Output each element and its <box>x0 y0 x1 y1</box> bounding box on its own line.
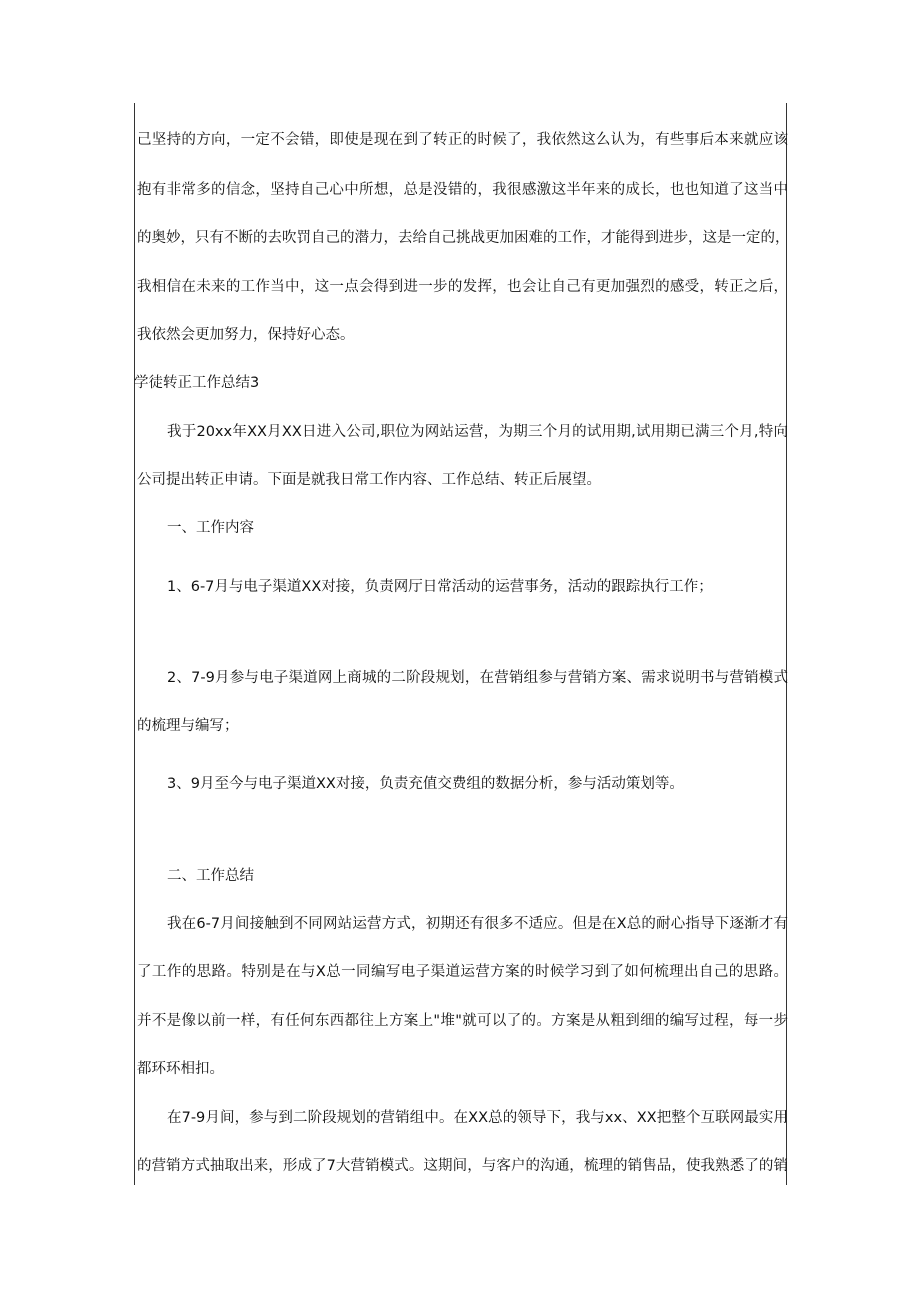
section-title: 学徒转正工作总结3 <box>134 375 260 391</box>
paragraph-line: 我依然会更加努力，保持好心态。 <box>137 327 355 343</box>
paragraph-line: 我在6-7月间接触到不同网站运营方式，初期还有很多不适应。但是在X总的耐心指导下逐渐才有 <box>167 916 788 932</box>
paragraph-line: 我相信在未来的工作当中，这一点会得到进一步的发挥，也会让自己有更加强烈的感受，转正之后， <box>137 279 788 295</box>
paragraph-line: 公司提出转正申请。下面是就我日常工作内容、工作总结、转正后展望。 <box>137 472 601 488</box>
section-heading: 二、工作总结 <box>167 868 254 884</box>
paragraph-line: 并不是像以前一样，有任何东西都往上方案上"堆"就可以了的。方案是从粗到细的编写过程，每一步 <box>137 1013 788 1029</box>
list-item: 2、7-9月参与电子渠道网上商城的二阶段规划，在营销组参与营销方案、需求说明书与营销模式 <box>167 670 788 686</box>
paragraph-line: 的营销方式抽取出来，形成了7大营销模式。这期间，与客户的沟通，梳理的销售品，使我熟悉了的销 <box>137 1158 788 1174</box>
document-page <box>134 0 790 1301</box>
paragraph-line: 我于20xx年XX月XX日进入公司,职位为网站运营，为期三个月的试用期,试用期已满三个月,特向 <box>167 424 788 440</box>
paragraph-line: 了工作的思路。特别是在与X总一同编写电子渠道运营方案的时候学习到了如何梳理出自己的思路。 <box>137 964 788 980</box>
list-item: 1、6-7月与电子渠道XX对接，负责网厅日常活动的运营事务，活动的跟踪执行工作； <box>167 579 713 595</box>
list-item: 3、9月至今与电子渠道XX对接，负责充值交费组的数据分析，参与活动策划等。 <box>167 776 684 792</box>
paragraph-line: 的梳理与编写； <box>137 718 239 734</box>
page-border-left <box>134 103 135 1185</box>
paragraph-line: 己坚持的方向，一定不会错，即使是现在到了转正的时候了，我依然这么认为，有些事后本来就应该 <box>137 132 788 148</box>
paragraph-line: 抱有非常多的信念，坚持自己心中所想，总是没错的，我很感激这半年来的成长，也也知道了这当中 <box>137 182 788 198</box>
paragraph-line: 都环环相扣。 <box>137 1061 224 1077</box>
section-heading: 一、工作内容 <box>167 520 254 536</box>
paragraph-line: 的奥妙，只有不断的去吹罚自己的潜力，去给自己挑战更加困难的工作，才能得到进步，这是一定的， <box>137 230 790 246</box>
paragraph-line: 在7-9月间，参与到二阶段规划的营销组中。在XX总的领导下，我与xx、XX把整个互联网最实用 <box>167 1110 788 1126</box>
